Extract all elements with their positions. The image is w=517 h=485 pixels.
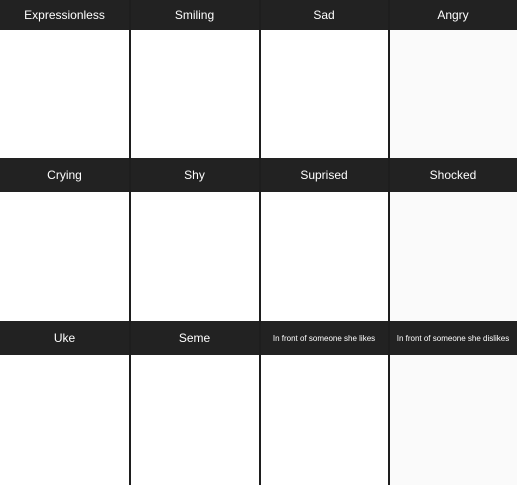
column-divider bbox=[259, 0, 261, 485]
header-shy: Shy bbox=[130, 158, 260, 192]
header-angry: Angry bbox=[389, 0, 517, 30]
cell-expressionless bbox=[0, 30, 129, 158]
cell-angry bbox=[390, 30, 517, 158]
cell-suprised bbox=[261, 192, 388, 321]
cell-dislikes bbox=[390, 355, 517, 485]
header-dislikes: In front of someone she dislikes bbox=[389, 321, 517, 355]
cell-crying bbox=[0, 192, 129, 321]
header-crying: Crying bbox=[0, 158, 130, 192]
header-sad: Sad bbox=[260, 0, 389, 30]
header-seme: Seme bbox=[130, 321, 260, 355]
header-suprised: Suprised bbox=[260, 158, 389, 192]
header-uke: Uke bbox=[0, 321, 130, 355]
cell-smiling bbox=[131, 30, 259, 158]
header-smiling: Smiling bbox=[130, 0, 260, 30]
column-divider bbox=[388, 0, 390, 485]
cell-shy bbox=[131, 192, 259, 321]
column-divider bbox=[129, 0, 131, 485]
cell-uke bbox=[0, 355, 129, 485]
header-shocked: Shocked bbox=[389, 158, 517, 192]
header-expressionless: Expressionless bbox=[0, 0, 130, 30]
cell-shocked bbox=[390, 192, 517, 321]
cell-seme bbox=[131, 355, 259, 485]
header-likes: In front of someone she likes bbox=[260, 321, 389, 355]
cell-likes bbox=[261, 355, 388, 485]
cell-sad bbox=[261, 30, 388, 158]
